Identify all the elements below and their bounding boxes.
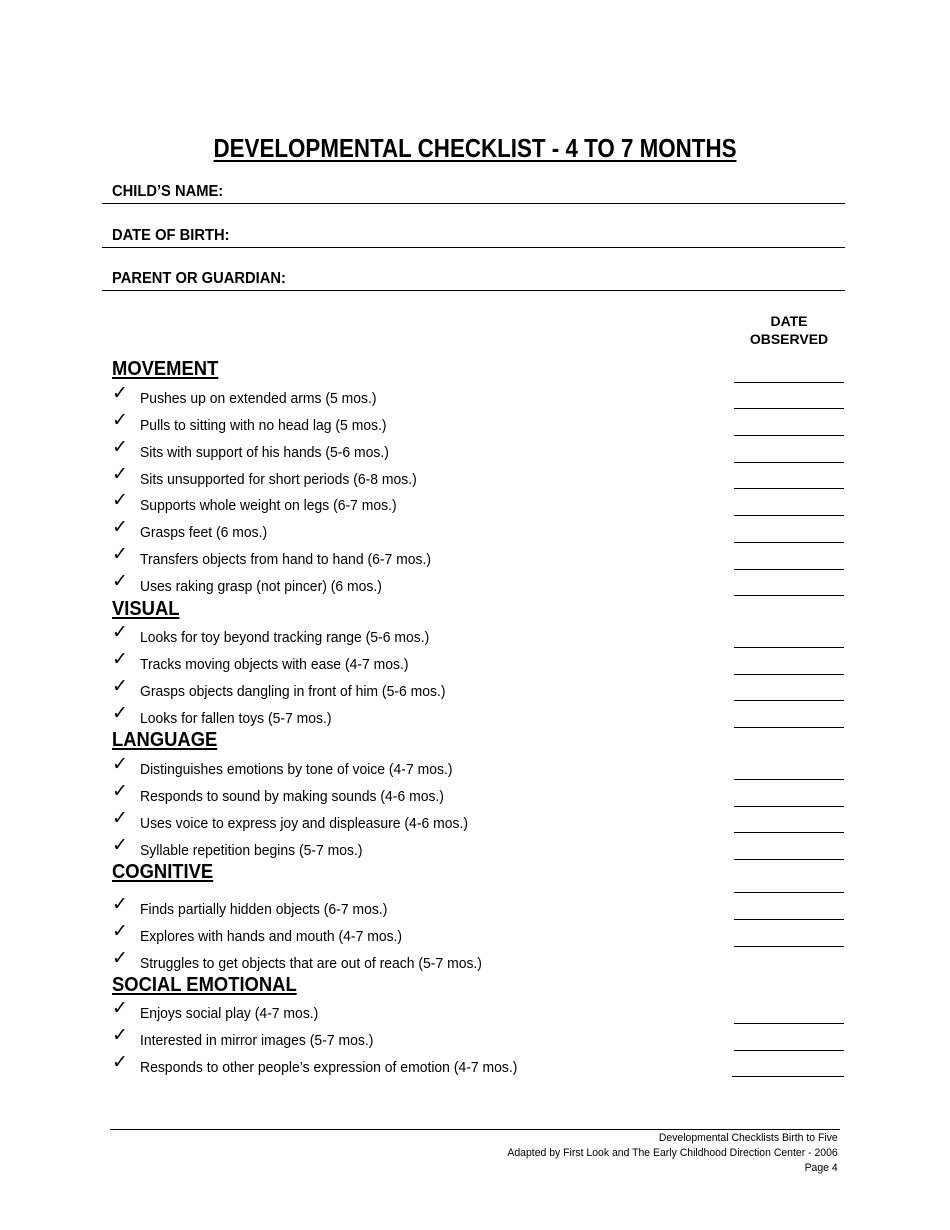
- checklist-item: Distinguishes emotions by tone of voice (4-7 mos.): [140, 761, 453, 778]
- checklist-item: Pushes up on extended arms (5 mos.): [140, 390, 377, 407]
- date-line[interactable]: [734, 462, 844, 463]
- date-line[interactable]: [734, 515, 844, 516]
- checklist-item: Sits with support of his hands (5-6 mos.): [140, 444, 389, 461]
- page-title: DEVELOPMENTAL CHECKLIST - 4 TO 7 MONTHS: [213, 133, 737, 163]
- check-icon: ✓: [112, 781, 128, 802]
- date-line[interactable]: [732, 1076, 844, 1077]
- checklist-item: Responds to sound by making sounds (4-6 mos.): [140, 788, 444, 805]
- footer: [508, 1131, 838, 1176]
- check-icon: ✓: [112, 464, 128, 485]
- check-icon: ✓: [112, 1025, 128, 1046]
- date-line[interactable]: [734, 892, 844, 893]
- date-line[interactable]: [734, 542, 844, 543]
- date-line[interactable]: [734, 488, 844, 489]
- parent-guardian-line[interactable]: [102, 290, 845, 291]
- check-icon: ✓: [112, 1052, 128, 1073]
- checklist-item: Pulls to sitting with no head lag (5 mos.): [140, 417, 387, 434]
- check-icon: ✓: [112, 894, 128, 915]
- date-line[interactable]: [734, 806, 844, 807]
- parent-guardian-label: PARENT OR GUARDIAN:: [112, 270, 286, 287]
- section-language-heading: LANGUAGE: [112, 729, 218, 751]
- date-line[interactable]: [734, 859, 844, 860]
- date-line[interactable]: [734, 382, 844, 383]
- footer-line2: Adapted by First Look and The Early Childhood Direction Center - 2006: [507, 1147, 838, 1159]
- checklist-item: Grasps objects dangling in front of him (5-6 mos.): [140, 683, 446, 700]
- check-icon: ✓: [112, 622, 128, 643]
- checklist-item: Enjoys social play (4-7 mos.): [140, 1005, 319, 1022]
- date-line[interactable]: [734, 435, 844, 436]
- date-line[interactable]: [734, 647, 844, 648]
- date-of-birth-label: DATE OF BIRTH:: [112, 227, 230, 244]
- checklist-item: Grasps feet (6 mos.): [140, 524, 268, 541]
- child-name-label: CHILD’S NAME:: [112, 183, 224, 200]
- footer-rule: [110, 1129, 840, 1130]
- check-icon: ✓: [112, 544, 128, 565]
- check-icon: ✓: [112, 490, 128, 511]
- check-icon: ✓: [112, 649, 128, 670]
- child-name-line[interactable]: [102, 203, 845, 204]
- checklist-item: Explores with hands and mouth (4-7 mos.): [140, 928, 403, 945]
- check-icon: ✓: [112, 808, 128, 829]
- date-line[interactable]: [734, 674, 844, 675]
- check-icon: ✓: [112, 571, 128, 592]
- date-line[interactable]: [734, 408, 844, 409]
- check-icon: ✓: [112, 921, 128, 942]
- date-line[interactable]: [734, 727, 844, 728]
- check-icon: ✓: [112, 754, 128, 775]
- checklist-item: Struggles to get objects that are out of reach (5-7 mos.): [140, 955, 482, 972]
- date-header-line1: DATE: [770, 313, 808, 329]
- checklist-item: Transfers objects from hand to hand (6-7 mos.): [140, 551, 432, 568]
- date-line[interactable]: [734, 1023, 844, 1024]
- check-icon: ✓: [112, 835, 128, 856]
- checklist-item: Sits unsupported for short periods (6-8 mos.): [140, 471, 417, 488]
- checklist-item: Tracks moving objects with ease (4-7 mos.): [140, 656, 409, 673]
- check-icon: ✓: [112, 383, 128, 404]
- checklist-item: Syllable repetition begins (5-7 mos.): [140, 842, 363, 859]
- checklist-item: Supports whole weight on legs (6-7 mos.): [140, 497, 397, 514]
- section-cognitive-heading: COGNITIVE: [112, 861, 214, 883]
- date-line[interactable]: [734, 946, 844, 947]
- date-line[interactable]: [734, 779, 844, 780]
- date-line[interactable]: [734, 595, 844, 596]
- date-line[interactable]: [734, 1050, 844, 1051]
- checklist-item: Looks for fallen toys (5-7 mos.): [140, 710, 332, 727]
- check-icon: ✓: [112, 410, 128, 431]
- check-icon: ✓: [112, 948, 128, 969]
- footer-line1: Developmental Checklists Birth to Five: [659, 1132, 838, 1144]
- date-line[interactable]: [734, 832, 844, 833]
- date-line[interactable]: [734, 919, 844, 920]
- footer-page-number: Page 4: [804, 1162, 838, 1174]
- date-of-birth-line[interactable]: [102, 247, 845, 248]
- check-icon: ✓: [112, 676, 128, 697]
- section-visual-heading: VISUAL: [112, 598, 180, 620]
- section-movement-heading: MOVEMENT: [112, 358, 219, 380]
- date-header-line2: OBSERVED: [749, 331, 829, 347]
- check-icon: ✓: [112, 517, 128, 538]
- checklist-item: Uses voice to express joy and displeasure (4-6 mos.): [140, 815, 468, 832]
- checklist-item: Interested in mirror images (5-7 mos.): [140, 1032, 374, 1049]
- check-icon: ✓: [112, 437, 128, 458]
- checklist-item: Responds to other people’s expression of emotion (4-7 mos.): [140, 1059, 518, 1076]
- section-social-emotional-heading: SOCIAL EMOTIONAL: [112, 974, 297, 996]
- check-icon: ✓: [112, 998, 128, 1019]
- check-icon: ✓: [112, 703, 128, 724]
- checklist-item: Looks for toy beyond tracking range (5-6 mos.): [140, 629, 430, 646]
- date-line[interactable]: [734, 569, 844, 570]
- date-observed-header: [734, 312, 844, 348]
- checklist-item: Finds partially hidden objects (6-7 mos.): [140, 901, 388, 918]
- date-line[interactable]: [734, 700, 844, 701]
- checklist-item: Uses raking grasp (not pincer) (6 mos.): [140, 578, 382, 595]
